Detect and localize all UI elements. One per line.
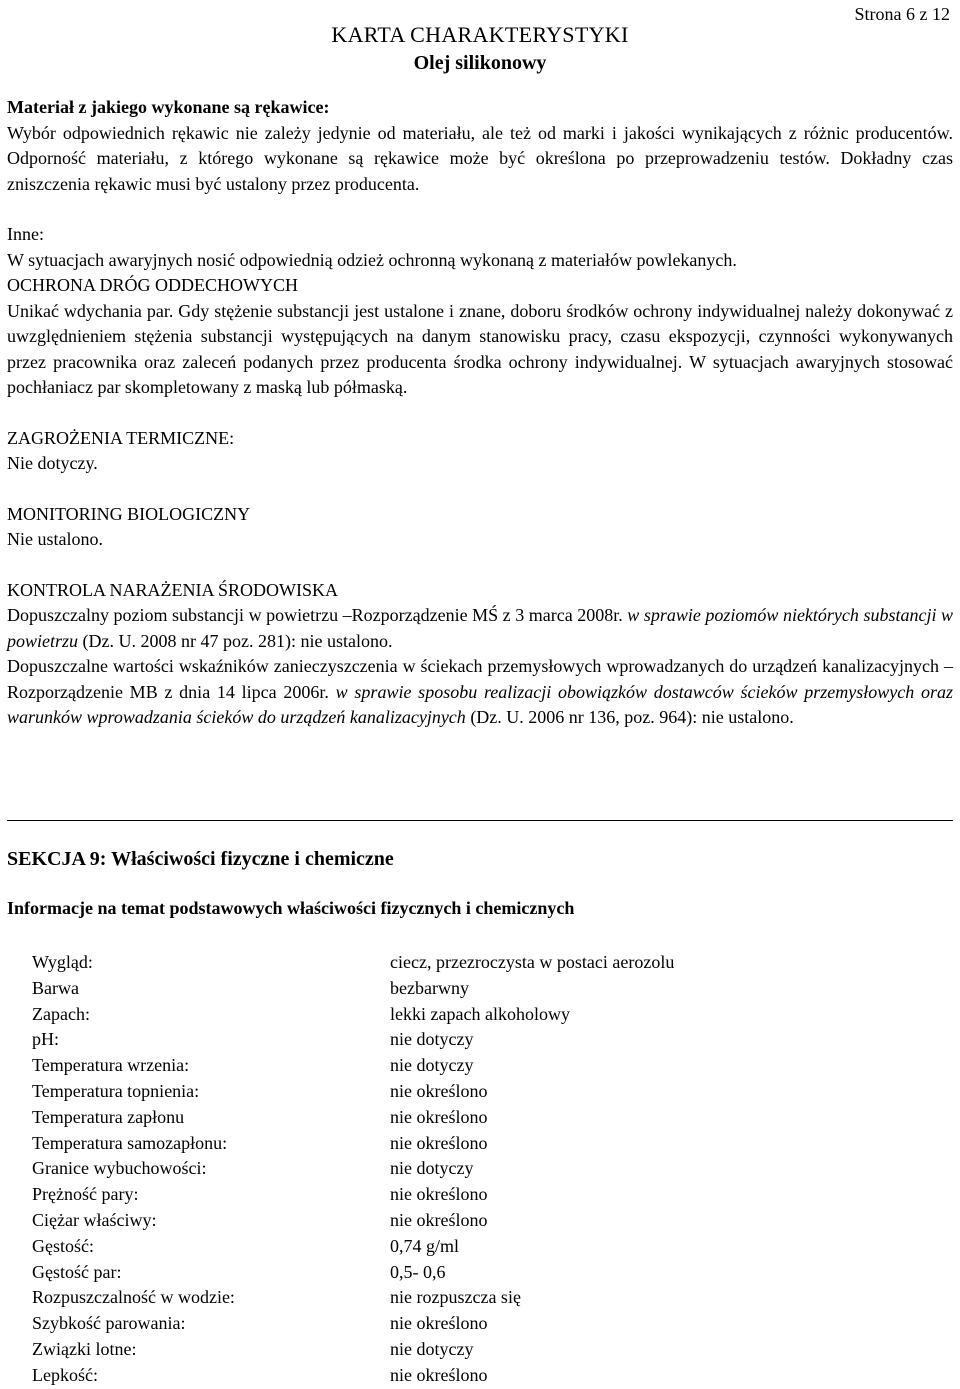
- property-value: nie określono: [390, 1209, 488, 1230]
- property-label: Gęstość:: [32, 1235, 94, 1256]
- section-divider: [7, 820, 953, 821]
- properties-table: [32, 950, 932, 1389]
- property-row: [32, 1182, 932, 1208]
- section-9-subtitle: Informacje na temat podstawowych właściwości fizycznych i chemicznych: [7, 898, 575, 918]
- property-label: Rozpuszczalność w wodzie:: [32, 1287, 235, 1308]
- page-number: Strona 6 z 12: [854, 4, 950, 24]
- other-heading: Inne:: [7, 224, 44, 244]
- biomonitoring-text: Nie ustalono.: [7, 529, 103, 549]
- property-label: pH:: [32, 1029, 59, 1050]
- property-row: [32, 1105, 932, 1131]
- property-label: Temperatura samozapłonu:: [32, 1132, 228, 1153]
- property-value: nie określono: [390, 1132, 488, 1153]
- property-value: nie dotyczy: [390, 1158, 474, 1179]
- gloves-heading: Materiał z jakiego wykonane są rękawice:: [7, 97, 330, 117]
- property-value: nie określono: [390, 1313, 488, 1334]
- section-8-continued: [7, 95, 953, 731]
- property-row: [32, 1311, 932, 1337]
- property-row: [32, 1337, 932, 1363]
- property-value: ciecz, przezroczysta w postaci aerozolu: [390, 952, 675, 972]
- property-label: Granice wybuchowości:: [32, 1158, 207, 1179]
- property-label: Temperatura wrzenia:: [32, 1055, 190, 1076]
- property-row: [32, 1363, 932, 1389]
- property-row: [32, 1053, 932, 1079]
- product-name: Olej silikonowy: [413, 52, 547, 74]
- environment-sewage-text: Dopuszczalne wartości wskaźników zanieczyszczenia w ściekach przemysłowych wprowadzanych do urządzeń kanalizacyjnych – Rozporządzenie MB z dnia 14 lipca 2006r. w sprawie sposobu realizacji obowiązków dostawców ścieków przemysłowych oraz warunków wprowadzania ścieków do urządzeń kanalizacyjnych (Dz. U. 2006 nr 136, poz. 964): nie ustalono.: [7, 656, 953, 727]
- property-value: 0,74 g/ml: [390, 1235, 460, 1256]
- section-9-title: SEKCJA 9: Właściwości fizyczne i chemiczne: [7, 848, 394, 870]
- property-row: [32, 1260, 932, 1286]
- property-row: [32, 1079, 932, 1105]
- property-row: [32, 1027, 932, 1053]
- thermal-text: Nie dotyczy.: [7, 453, 98, 473]
- respiratory-text: Unikać wdychania par. Gdy stężenie substancji jest ustalone i znane, doboru środków ochrony indywidualnej należy dokonywać z uwzględnieniem stężenia substancji występujących na danym stanowisku pracy, czasu ekspozycji, czynności wykonywanych przez pracownika oraz zaleceń podanych przez producenta środka ochrony indywidualnej. W sytuacjach awaryjnych stosować pochłaniacz par skompletowany z maską lub półmaską.: [7, 300, 953, 397]
- section-9: [7, 845, 953, 922]
- environment-air-text: Dopuszczalny poziom substancji w powietrzu –Rozporządzenie MŚ z 3 marca 2008r. w sprawie poziomów niektórych substancji w powietrzu (Dz. U. 2008 nr 47 poz. 281): nie ustalono.: [7, 605, 954, 651]
- property-label: Lepkość:: [32, 1364, 98, 1385]
- respiratory-heading: OCHRONA DRÓG ODDECHOWYCH: [7, 275, 299, 295]
- other-text: W sytuacjach awaryjnych nosić odpowiednią odzież ochronną wykonaną z materiałów powlekanych.: [7, 249, 737, 270]
- document-title: KARTA CHARAKTERYSTYKI: [331, 22, 629, 47]
- property-row: [32, 1131, 932, 1157]
- property-value: nie określono: [390, 1080, 488, 1101]
- property-label: Prężność pary:: [32, 1184, 139, 1205]
- property-value: bezbarwny: [390, 977, 469, 998]
- property-label: Wygląd:: [32, 952, 93, 972]
- property-row: [32, 976, 932, 1002]
- property-row: [32, 1285, 932, 1311]
- property-value: nie określono: [390, 1364, 488, 1385]
- property-value: 0,5- 0,6: [390, 1261, 446, 1282]
- property-row: [32, 1208, 932, 1234]
- property-label: Zapach:: [32, 1003, 90, 1024]
- property-value: nie dotyczy: [390, 1055, 474, 1076]
- property-value: nie dotyczy: [390, 1338, 474, 1359]
- property-label: Związki lotne:: [32, 1338, 137, 1359]
- environment-heading: KONTROLA NARAŻENIA ŚRODOWISKA: [7, 579, 338, 600]
- gloves-text: Wybór odpowiednich rękawic nie zależy jedynie od materiału, ale też od marki i jakości wynikających z różnic producentów. Odporność materiału, z którego wykonane są rękawice może być określona po przeprowadzeniu testów. Dokładny czas zniszczenia rękawic musi być ustalony przez producenta.: [7, 122, 953, 194]
- thermal-heading: ZAGROŻENIA TERMICZNE:: [7, 427, 235, 448]
- property-row: [32, 1156, 932, 1182]
- property-row: [32, 1234, 932, 1260]
- property-label: Szybkość parowania:: [32, 1313, 186, 1334]
- property-value: nie określono: [390, 1184, 488, 1205]
- property-row: [32, 950, 932, 976]
- property-label: Barwa: [32, 977, 79, 998]
- property-value: nie rozpuszcza się: [390, 1287, 521, 1308]
- property-label: Temperatura zapłonu: [32, 1106, 185, 1127]
- property-label: Ciężar właściwy:: [32, 1209, 157, 1230]
- property-value: nie określono: [390, 1106, 488, 1127]
- property-label: Gęstość par:: [32, 1261, 122, 1282]
- property-row: [32, 1002, 932, 1028]
- biomonitoring-heading: MONITORING BIOLOGICZNY: [7, 503, 251, 524]
- property-value: lekki zapach alkoholowy: [390, 1003, 570, 1024]
- property-label: Temperatura topnienia:: [32, 1080, 200, 1101]
- property-value: nie dotyczy: [390, 1029, 474, 1050]
